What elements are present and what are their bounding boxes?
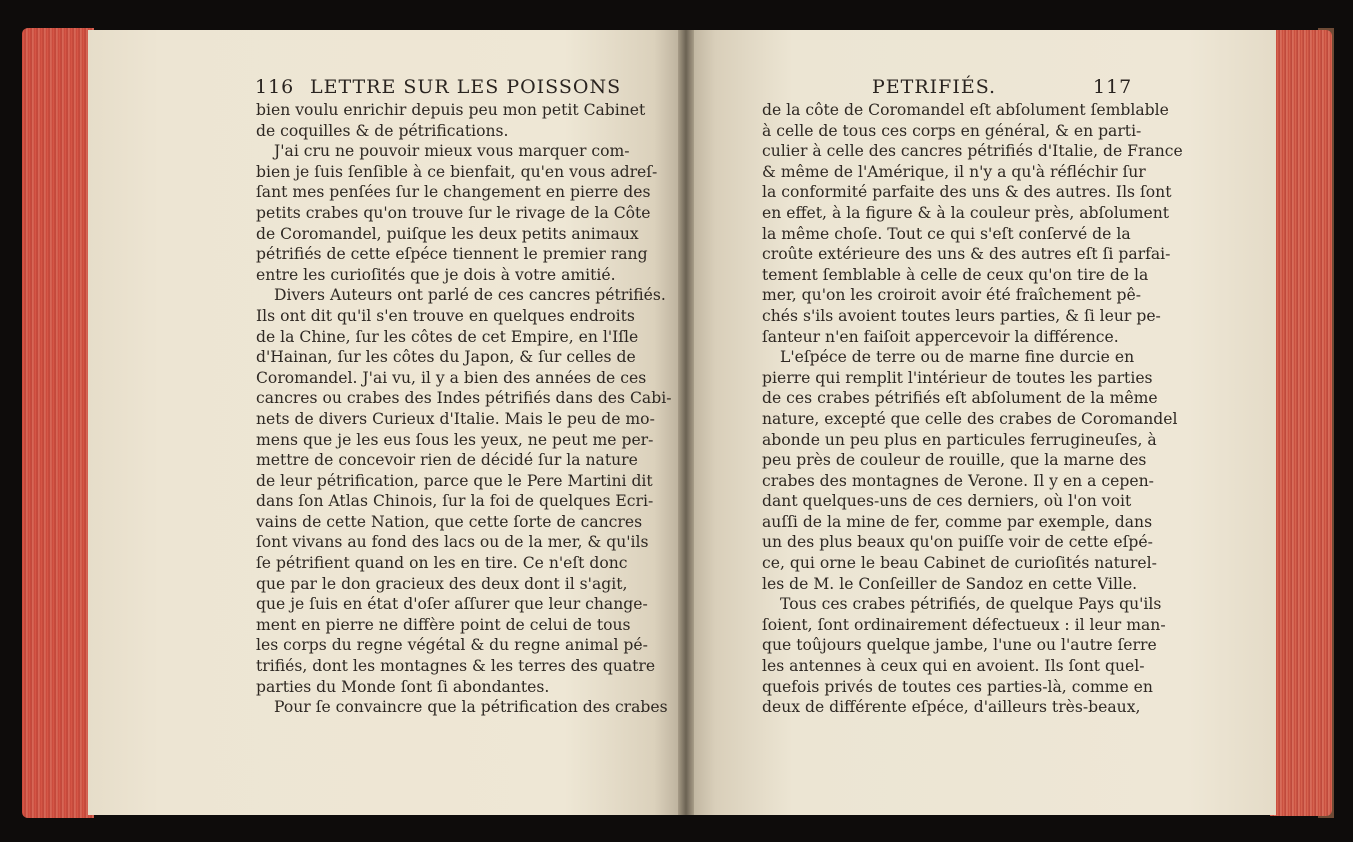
text-line: bien voulu enrichir depuis peu mon petit Cabinet — [256, 101, 646, 119]
text-line: les corps du regne végétal & du regne animal pé- — [256, 636, 648, 655]
text-line: que toûjours quelque jambe, l'une ou l'autre ſerre — [762, 636, 1157, 655]
right-page-red-edges — [1270, 30, 1332, 816]
text-line: mettre de concevoir rien de décidé ſur la nature — [256, 451, 638, 470]
left-running-head: LETTRE SUR LES POISSONS — [310, 76, 622, 98]
text-line: de leur pétrification, parce que le Pere Martini dit — [256, 471, 653, 490]
text-line: crabes des montagnes de Verone. Il y en a cepen- — [762, 471, 1154, 490]
text-line: culier à celle des cancres pétrifiés d'Italie, de France — [762, 142, 1183, 161]
text-line: de Coromandel, puiſque les deux petits animaux — [256, 224, 639, 243]
text-line: croûte extérieure des uns & des autres eſt ſi parfai- — [762, 245, 1171, 264]
text-line: Tous ces crabes pétrifiés, de quelque Pays qu'ils — [780, 595, 1162, 614]
text-line: de la côte de Coromandel eſt abſolument ſemblable — [762, 101, 1169, 119]
text-line: pierre qui remplit l'intérieur de toutes les parties — [762, 368, 1153, 387]
book-gutter — [678, 30, 694, 815]
text-line: que je ſuis en état d'oſer aſſurer que leur change- — [256, 595, 648, 614]
text-line: peu près de couleur de rouille, que la marne des — [762, 451, 1147, 470]
text-line: de coquilles & de pétrifications. — [256, 121, 509, 140]
right-page-text — [762, 100, 1183, 718]
text-line: trifiés, dont les montagnes & les terres des quatre — [256, 657, 656, 676]
text-line: ſont vivans au fond des lacs ou de la mer, & qu'ils — [256, 533, 649, 552]
text-line: que par le don gracieux des deux dont il s'agit, — [256, 574, 628, 593]
text-line: ment en pierre ne diffère point de celui de tous — [256, 615, 631, 634]
text-line: un des plus beaux qu'on puiſſe voir de cette eſpé- — [762, 533, 1153, 552]
text-line: petits crabes qu'on trouve ſur le rivage de la Côte — [256, 203, 651, 222]
text-line: L'eſpéce de terre ou de marne fine durcie en — [780, 348, 1135, 367]
text-line: dans ſon Atlas Chinois, ſur la foi de quelques Ecri- — [256, 492, 654, 511]
text-line: tement ſemblable à celle de ceux qu'on tire de la — [762, 265, 1149, 284]
text-line: la conformité parfaite des uns & des autres. Ils ſont — [762, 183, 1172, 202]
text-line: les de M. le Conſeiller de Sandoz en cette Ville. — [762, 574, 1138, 593]
text-line: ſoient, ſont ordinairement défectueux : il leur man- — [762, 615, 1166, 634]
text-line: Ils ont dit qu'il s'en trouve en quelques endroits — [256, 306, 635, 325]
text-line: J'ai cru ne pouvoir mieux vous marquer com- — [274, 142, 630, 161]
text-line: chés s'ils avoient toutes leurs parties, & ſi leur pe- — [762, 306, 1161, 325]
text-line: ſanteur n'en faiſoit appercevoir la différence. — [762, 327, 1119, 346]
text-line: mer, qu'on les croiroit avoir été fraîchement pê- — [762, 286, 1142, 305]
text-line: deux de différente eſpéce, d'ailleurs très-beaux, — [762, 698, 1141, 717]
left-page-red-edges — [22, 28, 94, 818]
text-line: dant quelques-uns de ces derniers, où l'on voit — [762, 492, 1132, 511]
text-line: nature, excepté que celle des crabes de Coromandel — [762, 409, 1178, 428]
right-running-head: PETRIFIÉS. — [872, 76, 997, 98]
right-page-number: 117 — [1093, 76, 1133, 98]
text-line: mens que je les eus ſous les yeux, ne peut me per- — [256, 430, 654, 449]
text-line: Divers Auteurs ont parlé de ces cancres pétrifiés. — [274, 286, 666, 305]
text-line: abonde un peu plus en particules ferrugineuſes, à — [762, 430, 1157, 449]
text-line: de la Chine, ſur les côtes de cet Empire, en l'Iſle — [256, 327, 639, 346]
text-line: quefois privés de toutes ces parties-là, comme en — [762, 677, 1153, 696]
text-line: vains de cette Nation, que cette ſorte de cancres — [256, 512, 643, 531]
text-line: Pour ſe convaincre que la pétrification des crabes — [274, 698, 668, 717]
text-line: la même choſe. Tout ce qui s'eſt conſervé de la — [762, 224, 1131, 243]
text-line: & même de l'Amérique, il n'y a qu'à réfléchir ſur — [762, 162, 1146, 181]
text-line: ce, qui orne le beau Cabinet de curioſités naturel- — [762, 554, 1157, 573]
text-line: en effet, à la figure & à la couleur près, abſolument — [762, 203, 1170, 222]
text-line: auſſi de la mine de fer, comme par exemple, dans — [762, 512, 1153, 531]
text-line: cancres ou crabes des Indes pétrifiés dans des Cabi- — [256, 389, 672, 408]
text-line: les antennes à ceux qui en avoient. Ils ſont quel- — [762, 657, 1145, 676]
text-line: pétrifiés de cette eſpéce tiennent le premier rang — [256, 245, 648, 264]
text-line: de ces crabes pétrifiés eſt abſolument de la même — [762, 389, 1158, 408]
text-line: parties du Monde ſont ſi abondantes. — [256, 677, 550, 696]
text-line: à celle de tous ces corps en général, & en parti- — [762, 121, 1142, 140]
text-line: nets de divers Curieux d'Italie. Mais le peu de mo- — [256, 409, 655, 428]
text-line: d'Hainan, ſur les côtes du Japon, & ſur celles de — [256, 348, 636, 367]
text-line: ſe pétrifient quand on les en tire. Ce n'eſt donc — [256, 554, 628, 573]
left-page-number: 116 — [255, 76, 295, 98]
text-line: Coromandel. J'ai vu, il y a bien des années de ces — [256, 368, 647, 387]
left-page-text — [256, 100, 672, 718]
text-line: bien je ſuis ſenſible à ce bienfait, qu'en vous adreſ- — [256, 162, 658, 181]
text-line: ſant mes penſées ſur le changement en pierre des — [256, 183, 651, 202]
text-line: entre les curioſités que je dois à votre amitié. — [256, 265, 616, 284]
